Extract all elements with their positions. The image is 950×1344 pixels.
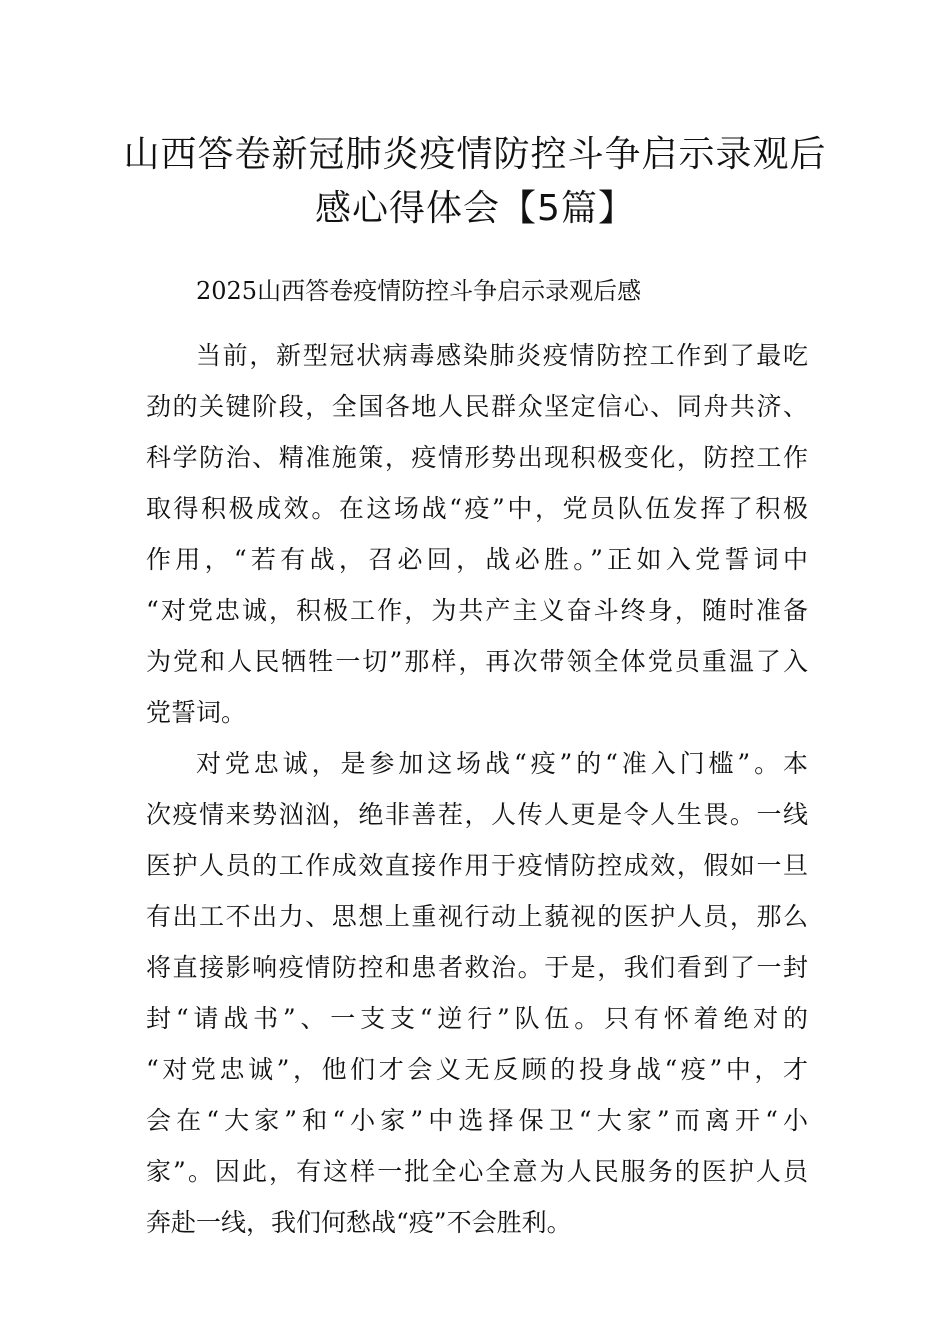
paragraph-line: 为党和人民牺牲一切”那样，再次带领全体党员重温了入 xyxy=(146,647,808,676)
paragraph-line: 当前，新型冠状病毒感染肺炎疫情防控工作到了最吃 xyxy=(196,341,808,370)
document-body xyxy=(146,330,808,1248)
paragraph-line: 劲的关键阶段，全国各地人民群众坚定信心、同舟共济、 xyxy=(146,392,808,421)
paragraph-line: 次疫情来势汹汹，绝非善茬，人传人更是令人生畏。一线 xyxy=(146,800,808,829)
document-subtitle: 2025山西答卷疫情防控斗争启示录观后感 xyxy=(196,277,642,305)
paragraph-1 xyxy=(146,330,808,738)
paragraph-line: 将直接影响疫情防控和患者救治。于是，我们看到了一封 xyxy=(146,953,808,982)
paragraph-line: “对党忠诚”，他们才会义无反顾的投身战“疫”中，才 xyxy=(146,1055,808,1084)
paragraph-line: 有出工不出力、思想上重视行动上藐视的医护人员，那么 xyxy=(146,902,808,931)
paragraph-line: 家”。因此，有这样一批全心全意为人民服务的医护人员 xyxy=(146,1157,808,1186)
paragraph-line: 封“请战书”、一支支“逆行”队伍。只有怀着绝对的 xyxy=(146,1004,808,1033)
paragraph-line: 医护人员的工作成效直接作用于疫情防控成效，假如一旦 xyxy=(146,851,808,880)
paragraph-line: 党誓词。 xyxy=(146,698,247,727)
paragraph-line: 奔赴一线，我们何愁战“疫”不会胜利。 xyxy=(146,1208,572,1237)
paragraph-line: 取得积极成效。在这场战“疫”中，党员队伍发挥了积极 xyxy=(146,494,808,523)
paragraph-line: 对党忠诚，是参加这场战“疫”的“准入门槛”。本 xyxy=(196,749,808,778)
paragraph-2 xyxy=(146,738,808,1248)
paragraph-line: 作用，“若有战，召必回，战必胜。”正如入党誓词中 xyxy=(146,545,808,574)
paragraph-line: 科学防治、精准施策，疫情形势出现积极变化，防控工作 xyxy=(146,443,808,472)
paragraph-line: 会在“大家”和“小家”中选择保卫“大家”而离开“小 xyxy=(146,1106,808,1135)
paragraph-line: “对党忠诚，积极工作，为共产主义奋斗终身，随时准备 xyxy=(146,596,808,625)
document-title: 山西答卷新冠肺炎疫情防控斗争启示录观后感心得体会【5篇】 xyxy=(123,134,827,229)
